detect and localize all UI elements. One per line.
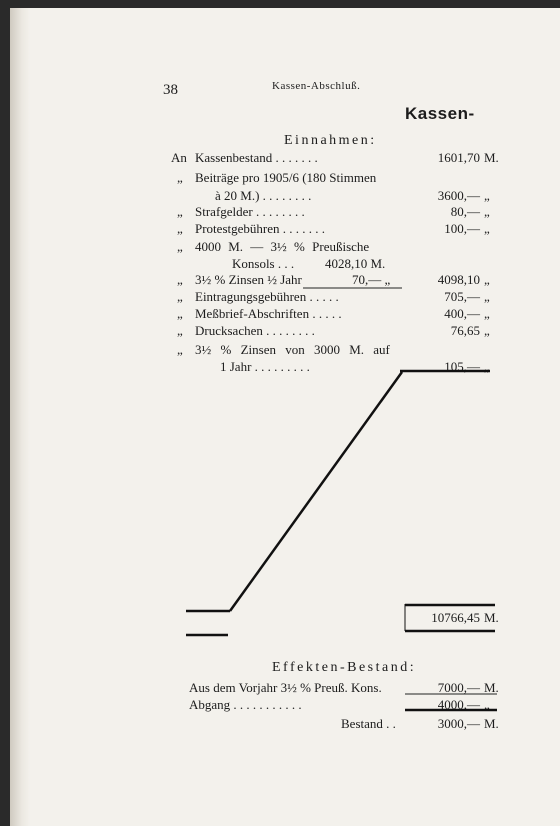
row-prefix: „ [177, 272, 183, 287]
row-unit: „ [484, 323, 490, 338]
row-amount: 3600,— [437, 188, 480, 203]
row-prefix: „ [177, 221, 183, 236]
row-label: Bestand . . [341, 716, 396, 731]
row-label: Abgang . . . . . . . . . . . [189, 697, 302, 712]
row-label: Konsols . . . [232, 256, 295, 271]
row-subamount: 70,— „ [352, 272, 391, 287]
row-amount: 4000,— [437, 697, 480, 712]
section-heading: Kassen- [405, 104, 475, 123]
row-amount: 4098,10 [437, 272, 480, 287]
row-prefix: „ [177, 306, 183, 321]
row-label: Eintragungsgebühren . . . . . [195, 289, 339, 304]
row-unit: M. [484, 716, 499, 731]
row-prefix: „ [177, 170, 183, 185]
row-amount: 100,— [444, 221, 480, 236]
row-subamount: 4028,10 M. [325, 256, 386, 271]
row-amount: 80,— [450, 204, 480, 219]
row-label: Beiträge pro 1905/6 (180 Stimmen [195, 170, 377, 185]
row-unit: „ [484, 204, 490, 219]
row-amount: 705,— [444, 289, 480, 304]
row-amount: 400,— [444, 306, 480, 321]
row-label: 1 Jahr . . . . . . . . . [220, 359, 310, 374]
row-amount: 76,65 [450, 323, 480, 338]
row-label: Kassenbestand . . . . . . . [195, 150, 318, 165]
row-label: 3½ % Zinsen von 3000 M. auf [195, 342, 390, 357]
row-amount: 7000,— [437, 680, 480, 695]
total-unit: M. [484, 610, 499, 625]
running-head: Kassen-Abschluß. [272, 80, 361, 92]
row-unit: „ [484, 359, 490, 374]
row-label: à 20 M.) . . . . . . . . [215, 188, 312, 203]
row-prefix: „ [177, 204, 183, 219]
total-amount: 10766,45 [431, 610, 480, 625]
row-unit: M. [484, 150, 499, 165]
row-label: Meßbrief-Abschriften . . . . . [195, 306, 342, 321]
row-amount: 105,— [444, 359, 480, 374]
einnahmen-title: Einnahmen: [284, 133, 377, 148]
row-label: Drucksachen . . . . . . . . [195, 323, 315, 338]
row-label: Strafgelder . . . . . . . . [195, 204, 305, 219]
row-prefix: „ [177, 342, 183, 357]
row-label: 4000 M. — 3½ % Preußische [195, 239, 370, 254]
row-unit: „ [484, 697, 490, 712]
cancel-diagonal [230, 372, 402, 611]
row-unit: „ [484, 188, 490, 203]
row-prefix: „ [177, 289, 183, 304]
effekten-title: Effekten-Bestand: [272, 660, 417, 675]
row-prefix: „ [177, 323, 183, 338]
page-number: 38 [163, 82, 178, 98]
row-prefix: „ [177, 239, 183, 254]
row-unit: „ [484, 306, 490, 321]
row-amount: 1601,70 [437, 150, 480, 165]
row-unit: „ [484, 221, 490, 236]
row-label: Protestgebühren . . . . . . . [195, 221, 325, 236]
row-unit: „ [484, 289, 490, 304]
row-label: 3½ % Zinsen ½ Jahr [195, 272, 302, 287]
row-amount: 3000,— [437, 716, 480, 731]
row-prefix: An [171, 150, 187, 165]
row-label: Aus dem Vorjahr 3½ % Preuß. Kons. [189, 680, 382, 695]
row-unit: M. [484, 680, 499, 695]
row-unit: „ [484, 272, 490, 287]
